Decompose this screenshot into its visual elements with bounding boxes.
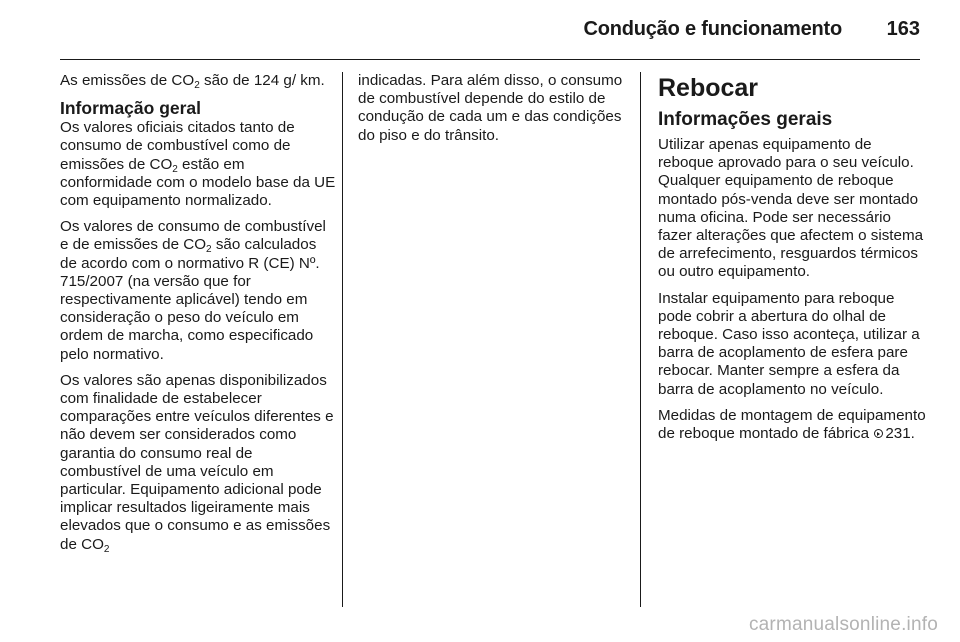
column-left <box>60 72 336 562</box>
continuation-paragraph: indicadas. Para além disso, o consumo de combustível depende do estilo de condução de cada um e das condições do piso e do trânsito. <box>358 72 623 144</box>
page-header <box>0 0 960 60</box>
comparison-paragraph: Os valores são apenas disponibilizados com finalidade de estabelecer comparações entre veículos diferentes e não devem ser considerados como garantia do consumo real de combustível de uma veículo em particular. Equipamento adicional pode implicar resultados ligeiramente mais elevados que o consumo e as emissões de $CO_2$ <box>60 371 334 555</box>
column-right <box>658 72 928 451</box>
general-info-heading: Informação geral <box>60 98 202 119</box>
page-reference-link[interactable]: 231. <box>885 425 915 443</box>
tow-eye-paragraph: Instalar equipamento para reboque pode cobrir a abertura do olhal de reboque. Caso isso aconteça, utilizar a barra de acoplamento de esfera pare rebocar. Manter sempre a esfera da barra de acoplamento no veículo. <box>658 289 920 398</box>
official-values-paragraph: Os valores oficiais citados tanto de consumo de combustível como de emissões de $CO_2$ estão em conformidade com o modelo base da UE com equipamento normalizado. <box>60 119 336 210</box>
subsection-title: Informações gerais <box>658 109 833 130</box>
column-divider-1 <box>342 72 343 607</box>
column-middle <box>358 72 628 153</box>
mounting-dimensions-paragraph: Medidas de montagem de equipamento de reboque montado de fábrica 231. <box>658 406 926 443</box>
page-number: 163 <box>886 18 920 40</box>
column-divider-2 <box>640 72 641 607</box>
co2-emissions-paragraph: As emissões de $CO_2$ são de 124 g/ km. <box>60 72 325 91</box>
running-header-title: Condução e funcionamento <box>583 18 842 40</box>
watermark: carmanualsonline.info <box>748 614 938 635</box>
calculation-paragraph: Os valores de consumo de combustível e de emissões de $CO_2$ são calculados de acordo com o normativo R (CE) Nº. 715/2007 (na versão que for respectivamente aplicável) tendo em consideração o peso do veículo em ordem de marcha, como especificado pelo normativo. <box>60 218 326 363</box>
towing-equipment-paragraph: Utilizar apenas equipamento de reboque aprovado para o seu veículo. Qualquer equipamento de reboque montado pós-venda deve ser montado numa oficina. Pode ser necessário fazer alterações que afectem o sistema de arrefecimento, resguardos térmicos ou outro equipamento. <box>658 136 924 281</box>
page-reference-arrow-icon <box>874 429 883 438</box>
section-title: Rebocar <box>658 74 759 102</box>
header-divider <box>60 59 920 60</box>
